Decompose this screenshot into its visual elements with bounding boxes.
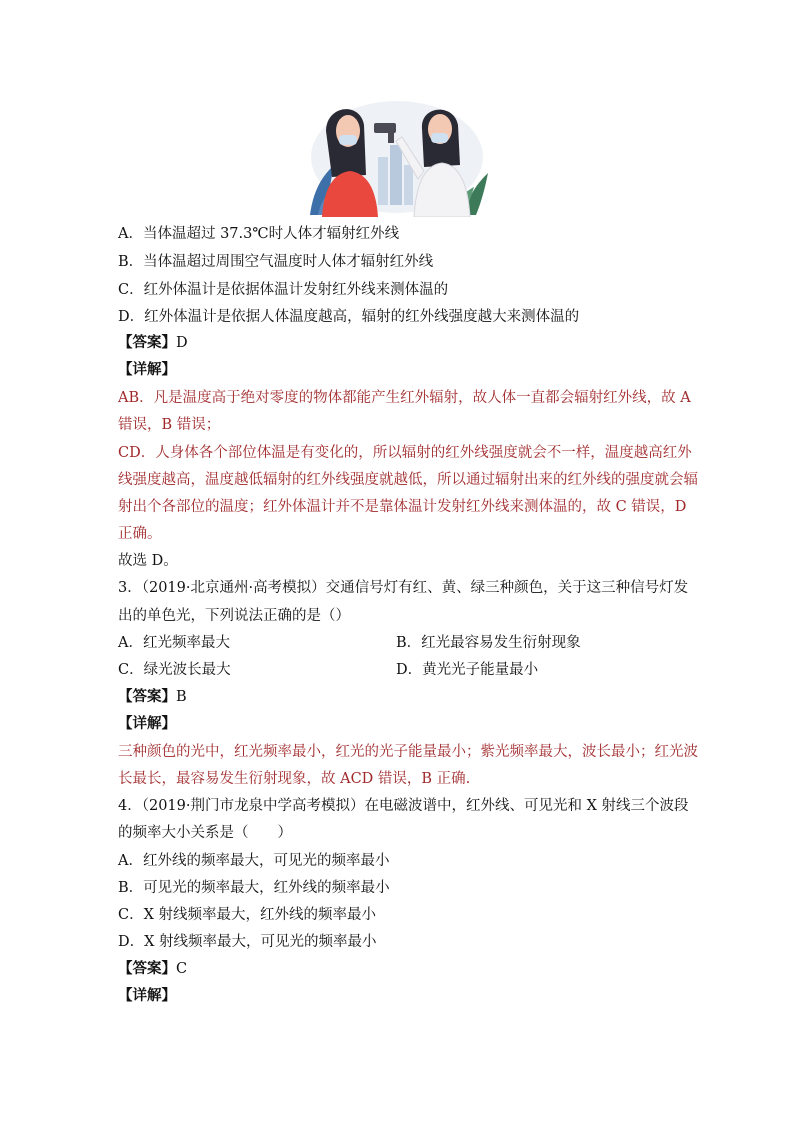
q2-option-d: D．红外体温计是依据人体温度越高，辐射的红外线强度越大来测体温的 xyxy=(118,309,580,325)
q4-option-a: A．红外线的频率最大，可见光的频率最小 xyxy=(118,853,390,869)
answer-value: D xyxy=(176,335,188,351)
q4-option-c: C．X 射线频率最大，红外线的频率最小 xyxy=(118,907,377,923)
answer-label: 【答案】 xyxy=(118,688,176,705)
answer-label: 【答案】 xyxy=(118,334,176,351)
q3-detail-label: 【详解】 xyxy=(118,715,176,732)
q2-option-a: A．当体温超过 37.3℃时人体才辐射红外线 xyxy=(118,226,400,242)
q3-option-a: A．红光频率最大 xyxy=(118,635,230,651)
answer-value: B xyxy=(176,689,187,705)
q2-explanation-line: 错误，B 错误； xyxy=(118,417,221,433)
q2-detail-label: 【详解】 xyxy=(118,361,176,378)
q2-explanation-line: 线强度越高，温度越低辐射的红外线强度就越低，所以通过辐射出来的红外线的强度就会辐 xyxy=(118,472,698,488)
q2-option-c: C．红外体温计是依据体温计发射红外线来测体温的 xyxy=(118,282,449,298)
answer-label: 【答案】 xyxy=(118,960,176,977)
q3-explanation-line: 三种颜色的光中，红光频率最小，红光的光子能量最小；紫光频率最大，波长最小；红光波 xyxy=(118,744,698,760)
q4-option-d: D．X 射线频率最大，可见光的频率最小 xyxy=(118,934,377,950)
q3-answer xyxy=(118,687,187,707)
q4-answer xyxy=(118,959,187,979)
q4-detail-label: 【详解】 xyxy=(118,987,176,1004)
q2-explanation-line: 正确。 xyxy=(118,526,162,542)
q3-stem-line: 出的单色光，下列说法正确的是（） xyxy=(118,608,350,624)
q4-option-b: B．可见光的频率最大，红外线的频率最小 xyxy=(118,880,390,896)
q3-explanation-line: 长最长，最容易发生衍射现象，故 ACD 错误，B 正确. xyxy=(118,771,471,787)
q2-option-b: B．当体温超过周围空气温度时人体才辐射红外线 xyxy=(118,254,434,270)
q3-option-b: B．红光最容易发生衍射现象 xyxy=(396,635,581,651)
answer-value: C xyxy=(176,961,188,977)
q3-option-c: C．绿光波长最大 xyxy=(118,662,231,678)
q3-option-d: D．黄光光子能量最小 xyxy=(396,662,539,678)
temperature-check-illustration xyxy=(304,95,490,217)
q3-stem-line: 3．（2019·北京通州·高考模拟）交通信号灯有红、黄、绿三种颜色，关于这三种信号灯发 xyxy=(118,580,689,596)
q2-conclusion: 故选 D。 xyxy=(118,553,178,569)
q2-explanation-line: AB．凡是温度高于绝对零度的物体都能产生红外辐射，故人体一直都会辐射红外线，故 A xyxy=(118,390,691,406)
q4-stem-line: 4．（2019·荆门市龙泉中学高考模拟）在电磁波谱中，红外线、可见光和 X 射线三个波段 xyxy=(118,798,689,814)
q2-explanation-line: 射出个各部位的温度；红外体温计并不是靠体温计发射红外线来测体温的，故 C 错误，D xyxy=(118,499,687,515)
q4-stem-line: 的频率大小关系是（ ） xyxy=(118,825,292,841)
q2-answer xyxy=(118,333,188,353)
q2-explanation-line: CD．人身体各个部位体温是有变化的，所以辐射的红外线强度就会不一样，温度越高红外 xyxy=(118,445,692,461)
